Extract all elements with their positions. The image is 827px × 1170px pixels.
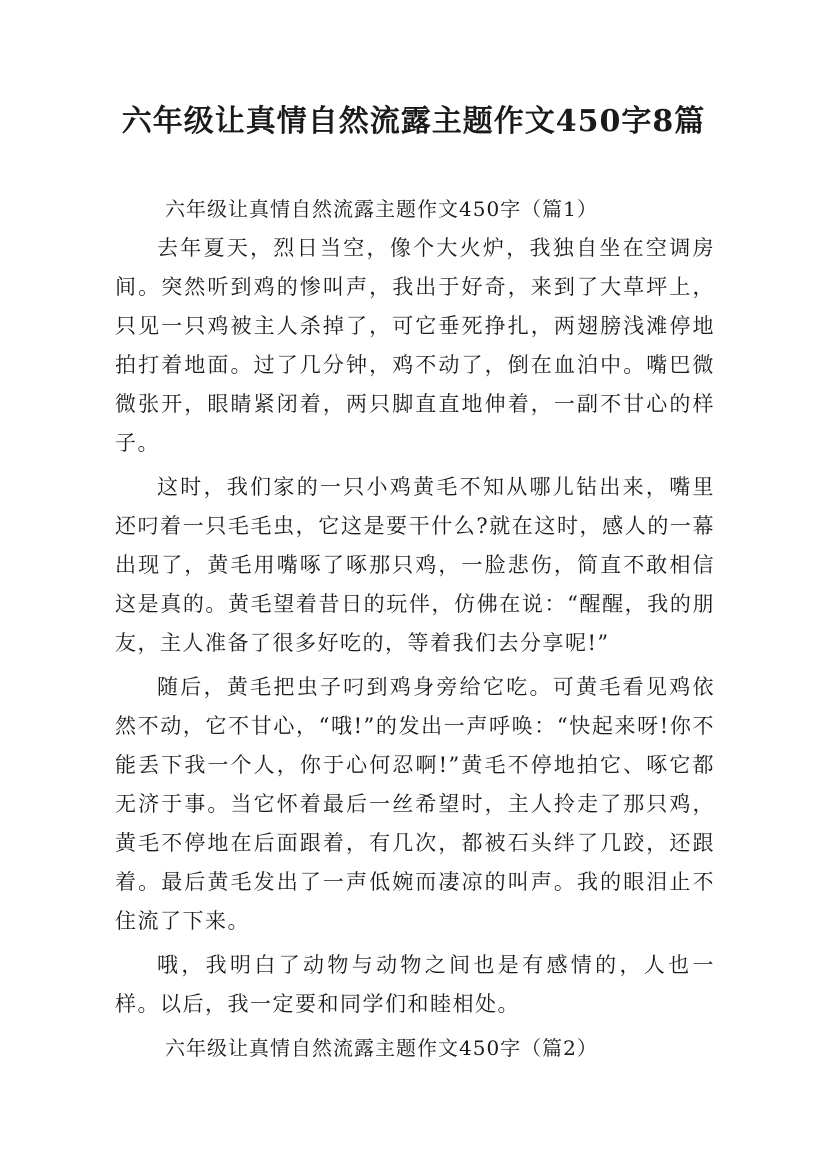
paragraph: 去年夏天，烈日当空，像个大火炉，我独自坐在空调房间。突然听到鸡的惨叫声，我出于好奇，来到了大草坪上，只见一只鸡被主人杀掉了，可它垂死挣扎，两翅膀浅滩停地拍打着地面。过了几分钟，鸡不动了，倒在血泊中。嘴巴微微张开，眼睛紧闭着，两只脚直直地伸着，一副不甘心的样子。 [115,236,715,455]
section-heading-2: 六年级让真情自然流露主题作文450字（篇2） [165,1036,598,1060]
document-title: 六年级让真情自然流露主题作文450字8篇 [121,104,706,139]
paragraph: 这时，我们家的一只小鸡黄毛不知从哪儿钻出来，嘴里还叼着一只毛毛虫，它这是要干什么?就在这时，感人的一幕出现了，黄毛用嘴啄了啄那只鸡，一脸悲伤，简直不敢相信这是真的。黄毛望着昔日的玩伴，仿佛在说：“醒醒，我的朋友，主人准备了很多好吃的，等着我们去分享呢!” [115,475,715,655]
paragraph: 哦，我明白了动物与动物之间也是有感情的，人也一样。以后，我一定要和同学们和睦相处。 [115,953,715,1016]
document-body [115,190,715,1068]
paragraph: 随后，黄毛把虫子叼到鸡身旁给它吃。可黄毛看见鸡依然不动，它不甘心，“哦!”的发出一声呼唤：“快起来呀!你不能丢下我一个人，你于心何忍啊!”黄毛不停地拍它、啄它都无济于事。当它怀着最后一丝希望时，主人拎走了那只鸡，黄毛不停地在后面跟着，有几次，都被石头绊了几跤，还跟着。最后黄毛发出了一声低婉而凄凉的叫声。我的眼泪止不住流了下来。 [115,675,715,933]
section-heading-1: 六年级让真情自然流露主题作文450字（篇1） [165,197,598,221]
